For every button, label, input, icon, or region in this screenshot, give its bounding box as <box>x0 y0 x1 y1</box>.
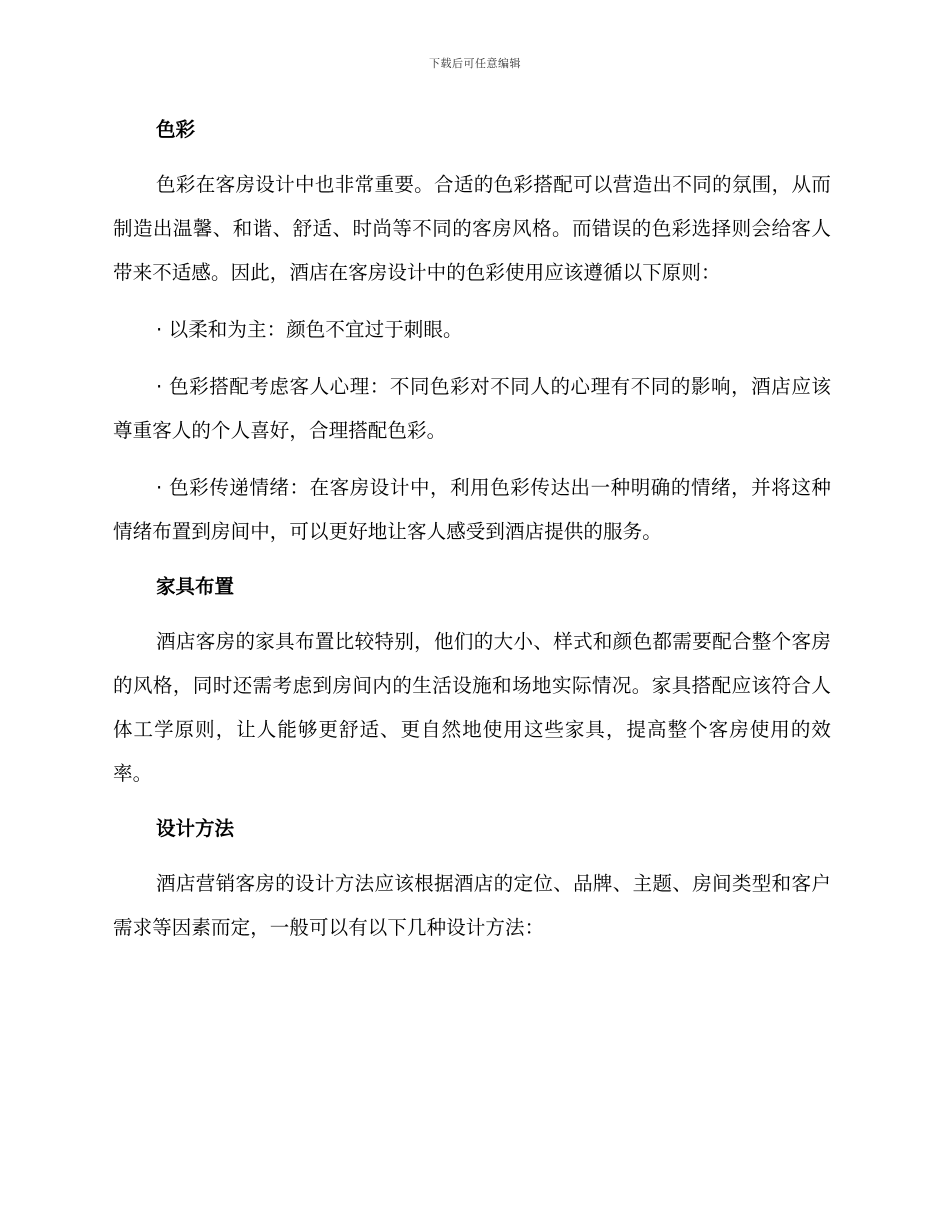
paragraph-color-bullet-1: · 以柔和为主：颜色不宜过于刺眼。 <box>156 318 463 341</box>
paragraph-furniture: 酒店客房的家具布置比较特别，他们的大小、样式和颜色都需要配合整个客房的风格，同时还需考虑到房间内的生活设施和场地实际情况。家具搭配应该符合人体工学原则，让人能够更舒适、更自然地使用这些家具，提高整个客房使用的效率。 <box>113 630 831 785</box>
header-note: 下载后可任意编辑 <box>429 57 521 70</box>
paragraph-color-intro: 色彩在客房设计中也非常重要。合适的色彩搭配可以营造出不同的氛围，从而制造出温馨、和谐、舒适、时尚等不同的客房风格。而错误的色彩选择则会给客人带来不适感。因此，酒店在客房设计中的色彩使用应该遵循以下原则： <box>113 173 831 284</box>
paragraph-design-method: 酒店营销客房的设计方法应该根据酒店的定位、品牌、主题、房间类型和客户需求等因素而定，一般可以有以下几种设计方法： <box>113 872 831 939</box>
document-body <box>113 110 831 950</box>
paragraph-color-bullet-3: · 色彩传递情绪：在客房设计中，利用色彩传达出一种明确的情绪，并将这种情绪布置到房间中，可以更好地让客人感受到酒店提供的服务。 <box>113 476 831 543</box>
paragraph-color-bullet-2: · 色彩搭配考虑客人心理：不同色彩对不同人的心理有不同的影响，酒店应该尊重客人的个人喜好，合理搭配色彩。 <box>113 375 831 442</box>
section-heading-furniture: 家具布置 <box>156 575 235 598</box>
section-heading-design-method: 设计方法 <box>156 817 235 840</box>
section-heading-color: 色彩 <box>156 118 196 141</box>
